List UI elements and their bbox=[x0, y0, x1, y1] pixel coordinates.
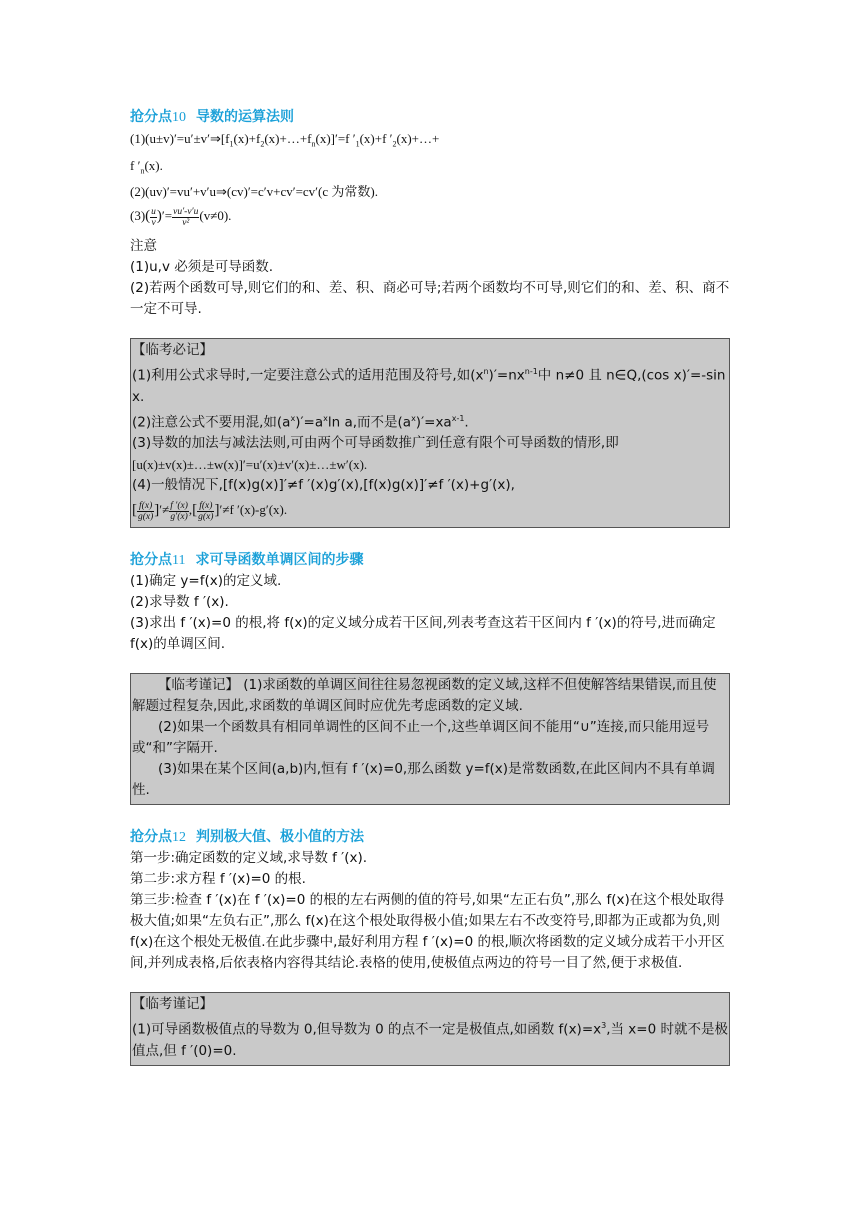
note-2: (2)若两个函数可导,则它们的和、差、积、商必可导;若两个函数均不可导,则它们的和、差、积、商不一定不可导. bbox=[130, 280, 730, 318]
superscript: n bbox=[483, 367, 489, 377]
careful-note-box-2 bbox=[130, 992, 730, 1066]
box-paragraph-1: 【临考谨记】 (1)求函数的单调区间往往易忽视函数的定义域,这样不但使解答结果错误,而且使解题过程复杂,因此,求函数的单调区间时应优先考虑函数的定义域. bbox=[132, 677, 717, 715]
numerator: u bbox=[151, 206, 156, 217]
denominator: g(x) bbox=[198, 511, 214, 522]
paren: ( bbox=[145, 208, 151, 225]
step-first: 第一步:确定函数的定义域,求导数 f ′(x). bbox=[130, 850, 368, 867]
rule-1 bbox=[130, 128, 730, 155]
fraction-f-g bbox=[137, 501, 154, 522]
fraction-quotient-rule bbox=[172, 207, 199, 228]
fraction-u-v bbox=[150, 207, 157, 228]
superscript: x bbox=[323, 413, 328, 423]
denominator: v² bbox=[182, 217, 190, 228]
fraction-f-g bbox=[197, 501, 214, 522]
subscript: 2 bbox=[392, 139, 397, 149]
numerator: vu′-v′u bbox=[173, 206, 199, 217]
numerator: f(x) bbox=[137, 501, 154, 512]
box-text: ,当 x=0 时就不是极值点,但 f ′(0)=0. bbox=[132, 1021, 728, 1059]
rule-2: (2)(uv)′=vu′+v′u⇒(cv)′=c′v+cv′=cv′(c 为常数). bbox=[130, 184, 378, 200]
section-11-title bbox=[130, 550, 730, 571]
box-text: (1)利用公式求导时,一定要注意公式的适用范围及符号,如(x bbox=[132, 367, 484, 384]
box-title: 【临考谨记】 bbox=[132, 996, 213, 1013]
rule-1-text: (x)+…+f bbox=[264, 131, 312, 146]
superscript: n-1 bbox=[524, 367, 538, 377]
section-number: 10 bbox=[172, 110, 186, 125]
bracket: ] bbox=[214, 502, 220, 519]
careful-note-box bbox=[130, 673, 730, 805]
step-2: (2)求导数 f ′(x). bbox=[130, 594, 229, 611]
section-12-title bbox=[130, 827, 730, 848]
box-title: 【临考必记】 bbox=[132, 342, 213, 359]
subscript: 1 bbox=[355, 139, 360, 149]
rule-1-text: (x)+f bbox=[233, 131, 261, 146]
bracket: [ bbox=[132, 502, 137, 519]
box-text: )′=nx bbox=[488, 367, 525, 384]
box-text: 中 n≠0 且 n∈Q,(cos x)′=-sin x. bbox=[132, 367, 726, 405]
superscript: x bbox=[411, 413, 416, 423]
box-paragraph-3: (3)如果在某个区间(a,b)内,恒有 f ′(x)=0,那么函数 y=f(x)是常数函数,在此区间内不具有单调性. bbox=[132, 761, 715, 799]
section-number: 11 bbox=[172, 553, 186, 569]
box-text: ′≠f ′(x)-g′(x). bbox=[219, 502, 288, 518]
rule-1-text: (1)(u±v)′=u′±v′⇒[f bbox=[130, 131, 230, 146]
box-text: (1)可导函数极值点的导数为 0,但导数为 0 的点不一定是极值点,如函数 f(x)=x bbox=[132, 1021, 602, 1038]
box-text: ′≠ bbox=[159, 502, 170, 518]
subscript: n bbox=[311, 139, 316, 149]
rule-3-text: (3) bbox=[130, 208, 146, 224]
denominator: g(x) bbox=[138, 511, 154, 522]
rule-1-text: (x). bbox=[144, 157, 163, 173]
numerator: f(x) bbox=[197, 501, 214, 512]
rule-1-text: f ′ bbox=[130, 157, 141, 173]
rule-1-text: (x)+f ′ bbox=[359, 131, 393, 146]
must-remember-box bbox=[130, 338, 730, 528]
box-line-2 bbox=[132, 408, 729, 434]
note-title: 注意 bbox=[130, 238, 157, 255]
paren: ) bbox=[156, 208, 162, 225]
section-heading: 求可导函数单调区间的步骤 bbox=[195, 552, 364, 569]
section-heading: 导数的运算法则 bbox=[196, 109, 294, 125]
denominator: v bbox=[151, 217, 156, 228]
step-third: 第三步:检查 f ′(x)在 f ′(x)=0 的根的左右两侧的值的符号,如果“左正右负”,那么 f(x)在这个根处取得极大值;如果“左负右正”,那么 f(x)在这个根处取得极小值;如果左右不改变符号,即都为正或都为负,则 f(x)在这个根处无极值.在此步骤中,最好利用方程 f ′(x)=0 的根,顺次将函数的定义域分成若干小开区间,并列成表格,后依表格内容得其结论.表格的使用,使极值点两边的符号一目了然,便于求极值. bbox=[130, 892, 725, 972]
box-text: ln a,而不是(a bbox=[327, 414, 412, 431]
bracket: [ bbox=[192, 502, 198, 519]
box-line-3: (3)导数的加法与减法法则,可由两个可导函数推广到任意有限个可导函数的情形,即 bbox=[132, 435, 619, 452]
step-3: (3)求出 f ′(x)=0 的根,将 f(x)的定义域分成若干区间,列表考查这若干区间内 f ′(x)的符号,进而确定 f(x)的单调区间. bbox=[130, 615, 716, 653]
box-line-1 bbox=[132, 361, 729, 408]
box-text: )′=a bbox=[295, 414, 324, 431]
rule-1-text: (x)+…+ bbox=[396, 131, 440, 146]
superscript: x bbox=[290, 413, 296, 423]
numerator: f ′(x) bbox=[170, 500, 188, 511]
box-line-5: (4)一般情况下,[f(x)g(x)]′≠f ′(x)g′(x),[f(x)g(x)]′≠f ′(x)+g′(x), bbox=[132, 477, 515, 494]
section-heading: 判别极大值、极小值的方法 bbox=[196, 829, 364, 846]
section-label: 抢分点 bbox=[130, 552, 172, 569]
section-label: 抢分点 bbox=[130, 829, 172, 846]
note-1: (1)u,v 必须是可导函数. bbox=[130, 259, 274, 276]
box-text: . bbox=[464, 414, 469, 431]
box-line-1 bbox=[132, 1015, 729, 1062]
superscript: x-1 bbox=[451, 413, 465, 423]
section-10-title bbox=[130, 107, 730, 128]
rule-1-cont bbox=[130, 155, 730, 182]
fraction-fp-gp bbox=[169, 501, 189, 522]
subscript: 1 bbox=[229, 139, 234, 149]
subscript: 2 bbox=[260, 139, 265, 149]
section-label: 抢分点 bbox=[130, 109, 172, 125]
box-text: (2)注意公式不要用混,如(a bbox=[132, 414, 291, 431]
superscript: 3 bbox=[601, 1021, 607, 1031]
bracket: ] bbox=[154, 502, 160, 519]
denominator: g′(x) bbox=[170, 511, 188, 522]
page-content bbox=[130, 107, 730, 1066]
rule-3 bbox=[130, 202, 730, 230]
box-text: )′=xa bbox=[415, 414, 452, 431]
box-line-6 bbox=[132, 496, 729, 524]
box-paragraph-2: (2)如果一个函数具有相同单调性的区间不止一个,这些单调区间不能用“∪”连接,而只能用逗号或“和”字隔开. bbox=[132, 719, 710, 757]
step-1: (1)确定 y=f(x)的定义域. bbox=[130, 573, 282, 590]
section-number: 12 bbox=[172, 830, 186, 846]
rule-3-text: ′= bbox=[161, 208, 173, 224]
box-line-4: [u(x)±v(x)±…±w(x)]′=u′(x)±v′(x)±…±w′(x). bbox=[132, 457, 368, 473]
rule-3-text: (v≠0). bbox=[199, 208, 232, 224]
step-second: 第二步:求方程 f ′(x)=0 的根. bbox=[130, 871, 306, 888]
box-text: , bbox=[188, 502, 193, 518]
rule-1-text: (x)]′=f ′ bbox=[315, 131, 356, 146]
subscript: n bbox=[140, 166, 145, 176]
